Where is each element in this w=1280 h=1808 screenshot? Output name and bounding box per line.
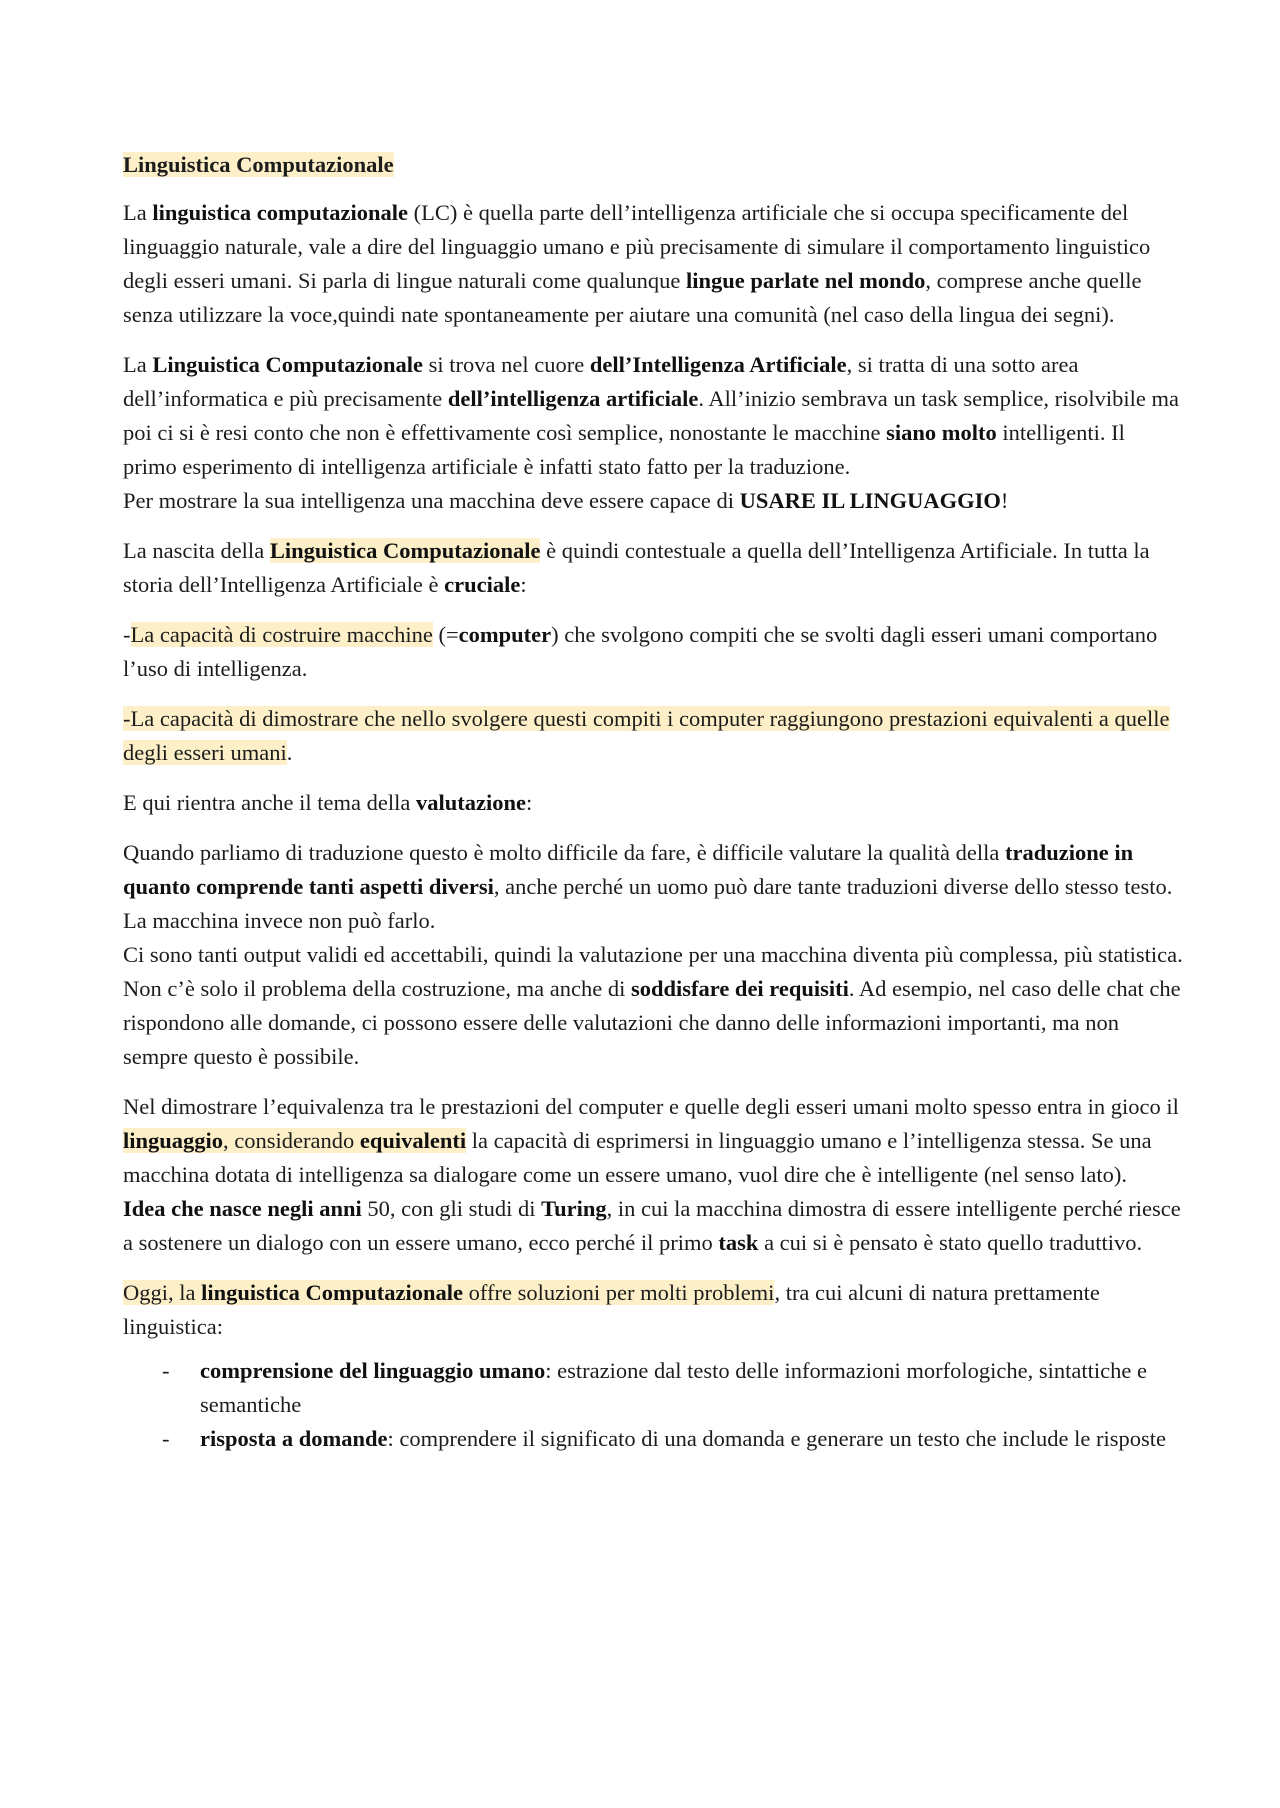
highlighted-text: La capacità di costruire macchine	[130, 622, 433, 647]
text-run: Quando parliamo di traduzione questo è molto difficile da fare, è difficile valutare la qualità della	[123, 840, 1005, 865]
text-run: la capacità di esprimersi in linguaggio umano e l’intelligenza stessa. Se una macchina dotata di intelligenza sa dialogare come un essere umano, vuol dire che è intelligente (nel senso lato).	[123, 1128, 1152, 1187]
text-run: .	[286, 740, 293, 765]
text-run: !	[1000, 488, 1009, 513]
text-run: E qui rientra anche il tema della	[123, 790, 416, 815]
paragraph-today	[123, 1276, 1183, 1344]
text-run: -	[123, 622, 131, 647]
paragraph-birth	[123, 534, 1183, 602]
text-run: a cui si è pensato è stato quello traduttivo.	[758, 1230, 1143, 1255]
list-dash: -	[162, 1426, 170, 1451]
text-run: La	[123, 352, 153, 377]
highlighted-text: -	[123, 706, 131, 731]
highlighted-text: offre soluzioni per molti problemi	[463, 1280, 775, 1305]
text-run: Per mostrare la sua intelligenza una macchina deve essere capace di	[123, 488, 740, 513]
text-run: intelligenti. Il primo esperimento di intelligenza artificiale è infatti stato fatto per la traduzione.	[123, 420, 1125, 479]
bold-term: soddisfare dei requisiti	[630, 976, 849, 1001]
list-dash: -	[162, 1358, 170, 1383]
bold-term: computer	[458, 622, 552, 647]
highlighted-text: , considerando	[223, 1128, 360, 1153]
text-run: . Ad esempio, nel caso delle chat che rispondono alle domande, ci possono essere delle valutazioni che danno delle informazioni importanti, ma non sempre questo è possibile.	[123, 976, 1181, 1069]
bold-term: siano molto	[886, 420, 997, 445]
text-run: è quindi contestuale a quella dell’Intelligenza Artificiale. In tutta la storia dell’Intelligenza Artificiale è	[123, 538, 1150, 597]
bold-term: Turing	[541, 1196, 607, 1221]
document-page	[123, 148, 1183, 1456]
text-run: :	[520, 572, 527, 597]
bold-term: task	[718, 1230, 759, 1255]
bold-term: dell’intelligenza artificiale	[447, 386, 699, 411]
text-run: si trova nel cuore	[423, 352, 590, 377]
list-item	[123, 1422, 1183, 1456]
bold-term: USARE IL LINGUAGGIO	[739, 488, 1001, 513]
text-run: La nascita della	[123, 538, 270, 563]
text-run: , comprese anche quelle senza utilizzare la voce,quindi nate spontaneamente per aiutare una comunità (nel caso della lingua dei segni).	[123, 268, 1142, 327]
bold-term: traduzione in quanto comprende tanti aspetti diversi	[123, 840, 1134, 899]
highlighted-term: Linguistica Computazionale	[269, 538, 541, 563]
text-run: : estrazione dal testo delle informazioni morfologiche, sintattiche e semantiche	[200, 1358, 1147, 1417]
text-run: :	[526, 790, 533, 815]
highlighted-text: La capacità di dimostrare che nello svolgere questi compiti i computer raggiungono prestazioni equivalenti a quelle degli esseri umani	[123, 706, 1170, 765]
paragraph-translation	[123, 836, 1183, 1074]
text-run: Nel dimostrare l’equivalenza tra le prestazioni del computer e quelle degli esseri umani molto spesso entra in gioco il	[123, 1094, 1179, 1119]
paragraph-ai-core	[123, 348, 1183, 518]
text-run: 50, con gli studi di	[361, 1196, 542, 1221]
title-highlight: Linguistica Computazionale	[123, 152, 394, 177]
paragraph-capability-2	[123, 702, 1183, 770]
document-title	[123, 148, 1183, 182]
text-run: , si tratta di una sotto area dell’informatica e più precisamente	[123, 352, 1079, 411]
bold-term: risposta a domande	[200, 1426, 388, 1451]
text-run: La	[123, 200, 153, 225]
bold-term: Idea che nasce negli anni	[123, 1196, 362, 1221]
text-run: , anche perché un uomo può dare tante traduzioni diverse dello stesso testo. La macchina invece non può farlo.	[123, 874, 1173, 933]
problems-list	[123, 1354, 1183, 1456]
text-run: : comprendere il significato di una domanda e generare un testo che include le risposte	[387, 1426, 1167, 1451]
highlighted-text: Oggi, la	[123, 1280, 202, 1305]
bold-term: Linguistica Computazionale	[152, 352, 424, 377]
bold-term: linguistica computazionale	[152, 200, 408, 225]
paragraph-evaluation-intro	[123, 786, 1183, 820]
paragraph-intro	[123, 196, 1183, 332]
text-run: (=	[432, 622, 459, 647]
text-run: Ci sono tanti output validi ed accettabili, quindi la valutazione per una macchina diventa più complessa, più statistica. Non c’è solo il problema della costruzione, ma anche di	[123, 942, 1183, 1001]
highlighted-term: equivalenti	[359, 1128, 467, 1153]
bold-term: dell’Intelligenza Artificiale	[589, 352, 847, 377]
bold-term: comprensione del linguaggio umano	[200, 1358, 546, 1383]
highlighted-term: linguaggio	[123, 1128, 224, 1153]
bold-term: cruciale	[444, 572, 521, 597]
paragraph-capability-1	[123, 618, 1183, 686]
paragraph-turing	[123, 1090, 1183, 1260]
bold-term: valutazione	[416, 790, 526, 815]
text-run: , tra cui alcuni di natura prettamente linguistica:	[123, 1280, 1100, 1339]
highlighted-term: linguistica Computazionale	[201, 1280, 464, 1305]
text-run: (LC) è quella parte dell’intelligenza artificiale che si occupa specificamente del linguaggio naturale, vale a dire del linguaggio umano e più precisamente di simulare il comportamento linguistico degli esseri umani. Si parla di lingue naturali come qualunque	[123, 200, 1151, 293]
bold-term: lingue parlate nel mondo	[685, 268, 926, 293]
text-run: ) che svolgono compiti che se svolti dagli esseri umani comportano l’uso di intelligenza.	[123, 622, 1158, 681]
text-run: . All’inizio sembrava un task semplice, risolvibile ma poi ci si è resi conto che non è effettivamente così semplice, nonostante le macchine	[123, 386, 1179, 445]
text-run: , in cui la macchina dimostra di essere intelligente perché riesce a sostenere un dialogo con un essere umano, ecco perché il primo	[123, 1196, 1181, 1255]
list-item	[123, 1354, 1183, 1422]
